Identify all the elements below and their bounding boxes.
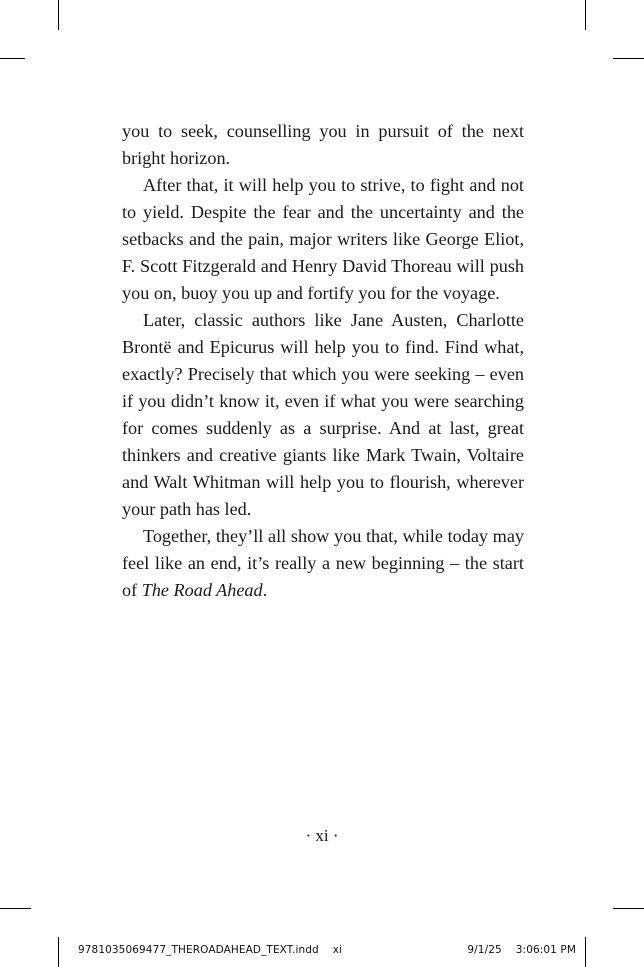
- page-number: · xi ·: [305, 826, 339, 845]
- page-body-text: [122, 118, 524, 604]
- crop-mark-bottom-left-horizontal: [0, 908, 31, 909]
- paragraph-4-text: Together, they’ll all show you that, while today may feel like an end, it’s really a new beginning – the start of: [122, 526, 524, 600]
- slug-page-label: xi: [332, 944, 343, 956]
- slug-date: 9/1/25: [467, 944, 502, 956]
- crop-mark-bottom-right-vertical: [585, 937, 586, 967]
- paragraph-4: [122, 523, 524, 604]
- slug-time: 3:06:01 PM: [515, 944, 576, 956]
- paragraph-2: After that, it will help you to strive, to fight and not to yield. Despite the fear and the uncertainty and the setbacks and the pain, major writers like George Eliot, F. Scott Fitzgerald and Henry David Thoreau will push you on, buoy you up and fortify you for the voyage.: [122, 175, 524, 303]
- slug-file-info: [78, 944, 342, 956]
- crop-mark-bottom-right-horizontal: [613, 908, 644, 909]
- crop-mark-bottom-left-vertical: [58, 937, 59, 967]
- paragraph-4-end: .: [262, 580, 268, 600]
- slug-timestamp: [467, 944, 576, 956]
- paragraph-3: Later, classic authors like Jane Austen, Charlotte Brontë and Epicurus will help you to find. Find what, exactly? Precisely that which you were seeking – even if you didn’t know it, even if what you were searching for comes suddenly as a surprise. And at last, great thinkers and creative giants like Mark Twain, Voltaire and Walt Whitman will help you to flourish, wherever your path has led.: [122, 310, 524, 519]
- crop-mark-top-right-vertical: [585, 0, 586, 30]
- crop-mark-top-left-horizontal: [0, 58, 25, 59]
- crop-mark-top-left-vertical: [58, 0, 59, 30]
- crop-mark-top-right-horizontal: [613, 58, 644, 59]
- slug-filename: 9781035069477_THEROADAHEAD_TEXT.indd: [78, 944, 319, 956]
- book-title-italic: The Road Ahead: [141, 580, 263, 600]
- paragraph-1: you to seek, counselling you in pursuit of the next bright horizon.: [122, 121, 524, 168]
